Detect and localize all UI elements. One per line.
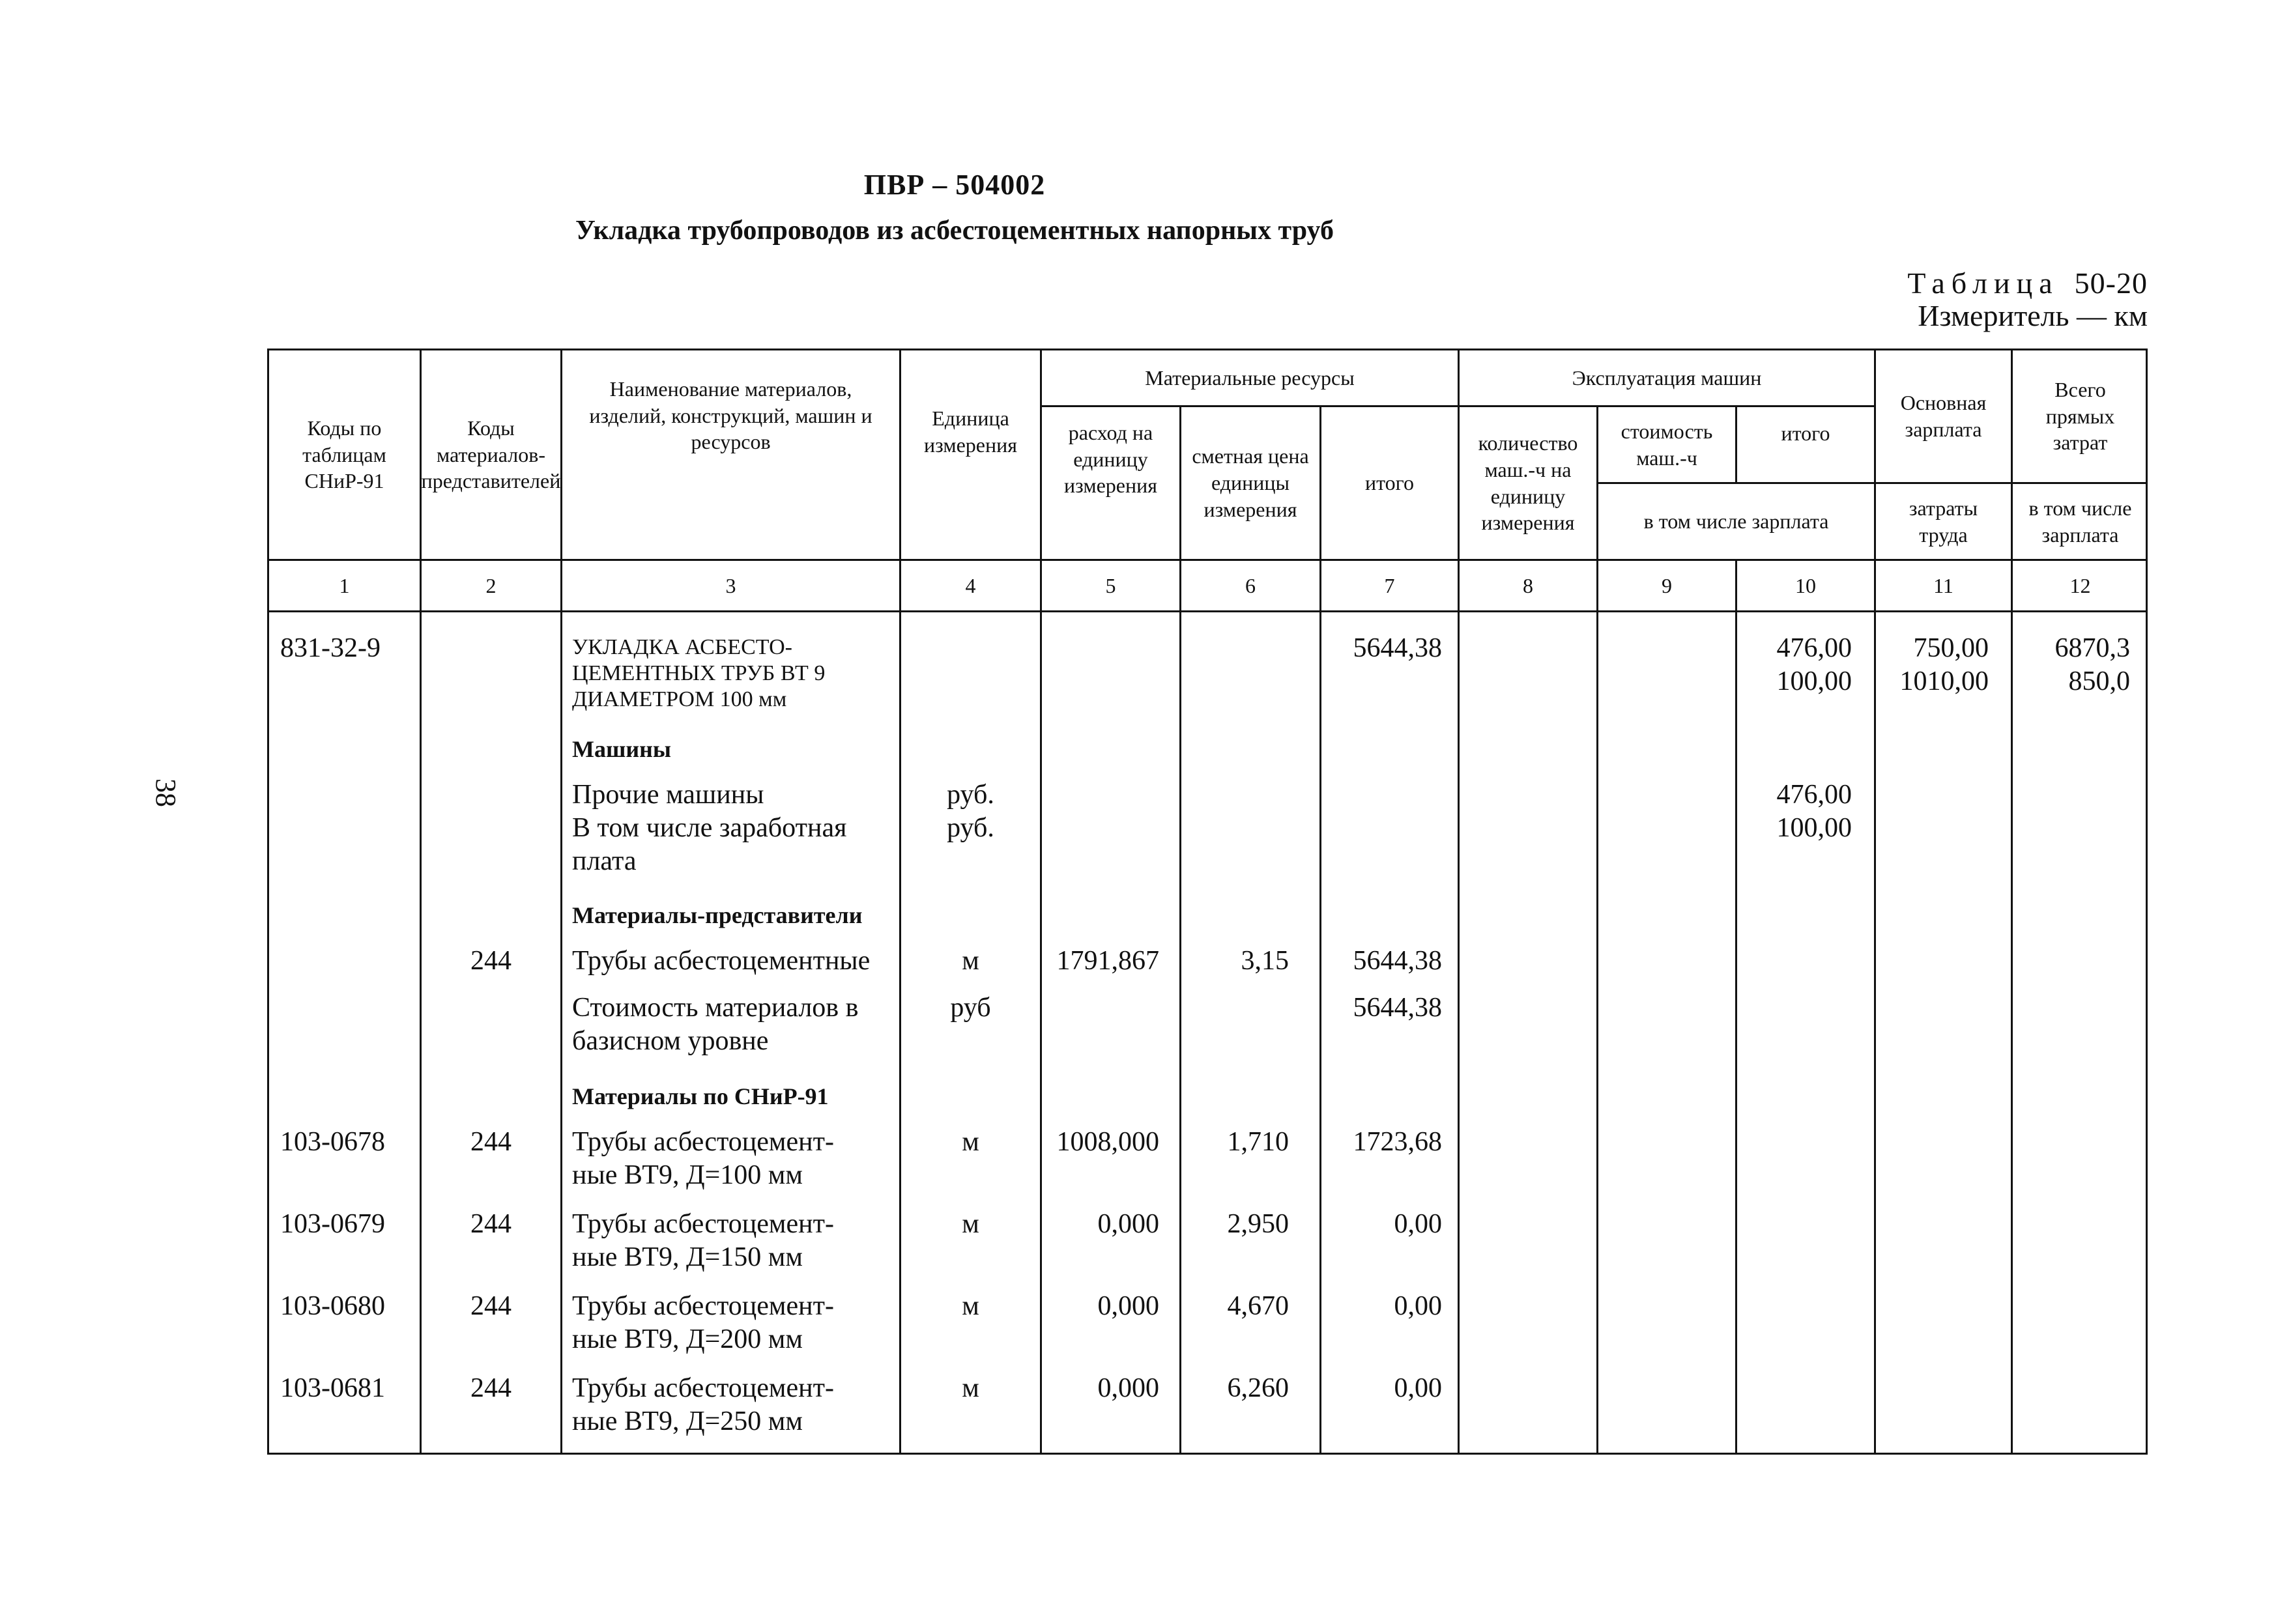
snir-row-consumption: 1008,000 [1056, 1127, 1159, 1157]
column-number: 3 [725, 573, 736, 597]
snir-row-unit: м [962, 1291, 979, 1321]
work-labor-cost: 1010,00 [1899, 666, 1989, 696]
header-machine-hours: количество маш.-ч на единицу измерения [1478, 431, 1578, 535]
machines-name-line: плата [572, 846, 637, 876]
machines-salary: 100,00 [1776, 813, 1852, 843]
table-word: Таблица [1907, 266, 2059, 300]
rep-material-consumption: 1791,867 [1056, 946, 1159, 976]
section-heading-snir-materials: Материалы по СНиР-91 [572, 1083, 829, 1109]
work-name-line: ДИАМЕТРОМ 100 мм [572, 687, 787, 711]
header-material-name: Наименование материалов, изделий, конструкций, машин и ресурсов [589, 377, 872, 454]
snir-row-rep-code: 244 [470, 1127, 512, 1157]
header-materials-total: итого [1364, 471, 1414, 495]
snir-row-consumption: 0,000 [1097, 1373, 1159, 1403]
snir-row-name-line: ные ВТ9, Д=200 мм [572, 1324, 803, 1354]
header-machines-total: итого [1781, 421, 1830, 445]
machines-name-line: В том числе заработная [572, 813, 847, 843]
column-number: 7 [1384, 573, 1395, 597]
column-number: 12 [2069, 573, 2091, 597]
snir-row-unit: м [962, 1209, 979, 1239]
column-number: 4 [965, 573, 976, 597]
rep-material-name: Трубы асбестоцементные [572, 946, 871, 976]
header-material-resources: Материальные ресурсы [1145, 365, 1355, 390]
snir-row-name-line: Трубы асбестоцемент- [572, 1127, 834, 1157]
header-machine-hour-cost: стоимость маш.-ч [1621, 419, 1713, 470]
snir-row-consumption: 0,000 [1097, 1291, 1159, 1321]
snir-row-name-line: ные ВТ9, Д=250 мм [572, 1406, 803, 1436]
base-cost-unit: руб [950, 993, 991, 1023]
snir-row-rep-code: 244 [470, 1373, 512, 1403]
snir-row-price: 4,670 [1227, 1291, 1289, 1321]
snir-row-rep-code: 244 [470, 1291, 512, 1321]
header-total-direct-cost: Всего прямых затрат [2045, 377, 2115, 455]
snir-row-name-line: ные ВТ9, Д=150 мм [572, 1242, 803, 1272]
work-code: 831-32-9 [280, 633, 381, 663]
work-name-line: УКЛАДКА АСБЕСТО- [572, 635, 792, 659]
base-cost-total: 5644,38 [1353, 993, 1442, 1023]
header-unit: Единица измерения [924, 406, 1017, 457]
snir-row-code: 103-0680 [280, 1291, 385, 1321]
header-machine-operation: Эксплуатация машин [1572, 365, 1762, 390]
snir-row-total: 1723,68 [1353, 1127, 1442, 1157]
machines-total: 476,00 [1776, 780, 1852, 810]
section-heading-machines: Машины [572, 736, 671, 762]
col-divider-2 [560, 349, 562, 1455]
section-heading-representative-materials: Материалы-представители [572, 902, 863, 928]
table-number: 50-20 [2074, 266, 2148, 300]
rep-material-code: 244 [470, 946, 512, 976]
column-number: 8 [1523, 573, 1533, 597]
column-number: 11 [1933, 573, 1953, 597]
header-labor-cost: затраты труда [1909, 496, 1978, 547]
column-number: 6 [1245, 573, 1256, 597]
document-title: Укладка трубопроводов из асбестоцементных напорных труб [575, 216, 1334, 246]
snir-row-consumption: 0,000 [1097, 1209, 1159, 1239]
header-consumption: расход на единицу измерения [1064, 420, 1157, 498]
column-number: 2 [485, 573, 497, 597]
snir-row-code: 103-0679 [280, 1209, 385, 1239]
work-machines-salary: 100,00 [1776, 666, 1852, 696]
snir-row-unit: м [962, 1373, 979, 1403]
snir-row-total: 0,00 [1394, 1291, 1442, 1321]
snir-row-name-line: ные ВТ9, Д=100 мм [572, 1160, 803, 1190]
document-code: ПВР – 504002 [863, 169, 1046, 201]
rep-material-total: 5644,38 [1353, 946, 1442, 976]
base-cost-name-line: базисном уровне [572, 1026, 769, 1056]
machines-unit: руб. [947, 780, 994, 810]
snir-row-total: 0,00 [1394, 1373, 1442, 1403]
snir-row-name-line: Трубы асбестоцемент- [572, 1291, 834, 1321]
header-price: сметная цена единицы измерения [1192, 444, 1309, 521]
base-cost-name-line: Стоимость материалов в [572, 993, 859, 1023]
snir-row-code: 103-0678 [280, 1127, 385, 1157]
column-number: 9 [1662, 573, 1672, 597]
unit-of-measure-label: Измеритель — км [1918, 299, 2148, 332]
work-total-salary: 850,0 [2068, 666, 2130, 696]
snir-row-rep-code: 244 [470, 1209, 512, 1239]
header-snir-codes: Коды по таблицам СНиР-91 [302, 416, 386, 493]
work-materials-total: 5644,38 [1353, 633, 1442, 663]
page-number: 38 [150, 778, 182, 807]
machines-name-line: Прочие машины [572, 780, 764, 810]
column-number: 1 [339, 573, 350, 597]
rep-material-price: 3,15 [1241, 946, 1289, 976]
snir-row-price: 2,950 [1227, 1209, 1289, 1239]
work-machines-total: 476,00 [1776, 633, 1852, 663]
header-machines-salary: в том числе зарплата [1643, 509, 1829, 534]
column-number: 5 [1105, 573, 1116, 597]
snir-row-code: 103-0681 [280, 1373, 385, 1403]
snir-row-name-line: Трубы асбестоцемент- [572, 1209, 834, 1239]
header-total-salary: в том числе зарплата [2028, 496, 2132, 547]
snir-row-price: 6,260 [1227, 1373, 1289, 1403]
header-rep-codes: Коды материалов-представителей [421, 416, 561, 493]
rep-material-unit: м [962, 946, 979, 976]
work-name-line: ЦЕМЕНТНЫХ ТРУБ ВТ 9 [572, 661, 826, 685]
snir-row-name-line: Трубы асбестоцемент- [572, 1373, 834, 1403]
col-divider-4 [1040, 349, 1042, 1455]
header-base-salary: Основная зарплата [1900, 391, 1987, 441]
machines-salary-unit: руб. [947, 813, 994, 843]
col-divider-3 [899, 349, 901, 1455]
snir-row-price: 1,710 [1227, 1127, 1289, 1157]
snir-row-unit: м [962, 1127, 979, 1157]
work-base-salary: 750,00 [1913, 633, 1989, 663]
column-number: 10 [1795, 573, 1816, 597]
snir-row-total: 0,00 [1394, 1209, 1442, 1239]
table-label [1907, 266, 2148, 300]
work-total-direct-cost: 6870,3 [2054, 633, 2130, 663]
column-numbers-line [267, 610, 2148, 612]
